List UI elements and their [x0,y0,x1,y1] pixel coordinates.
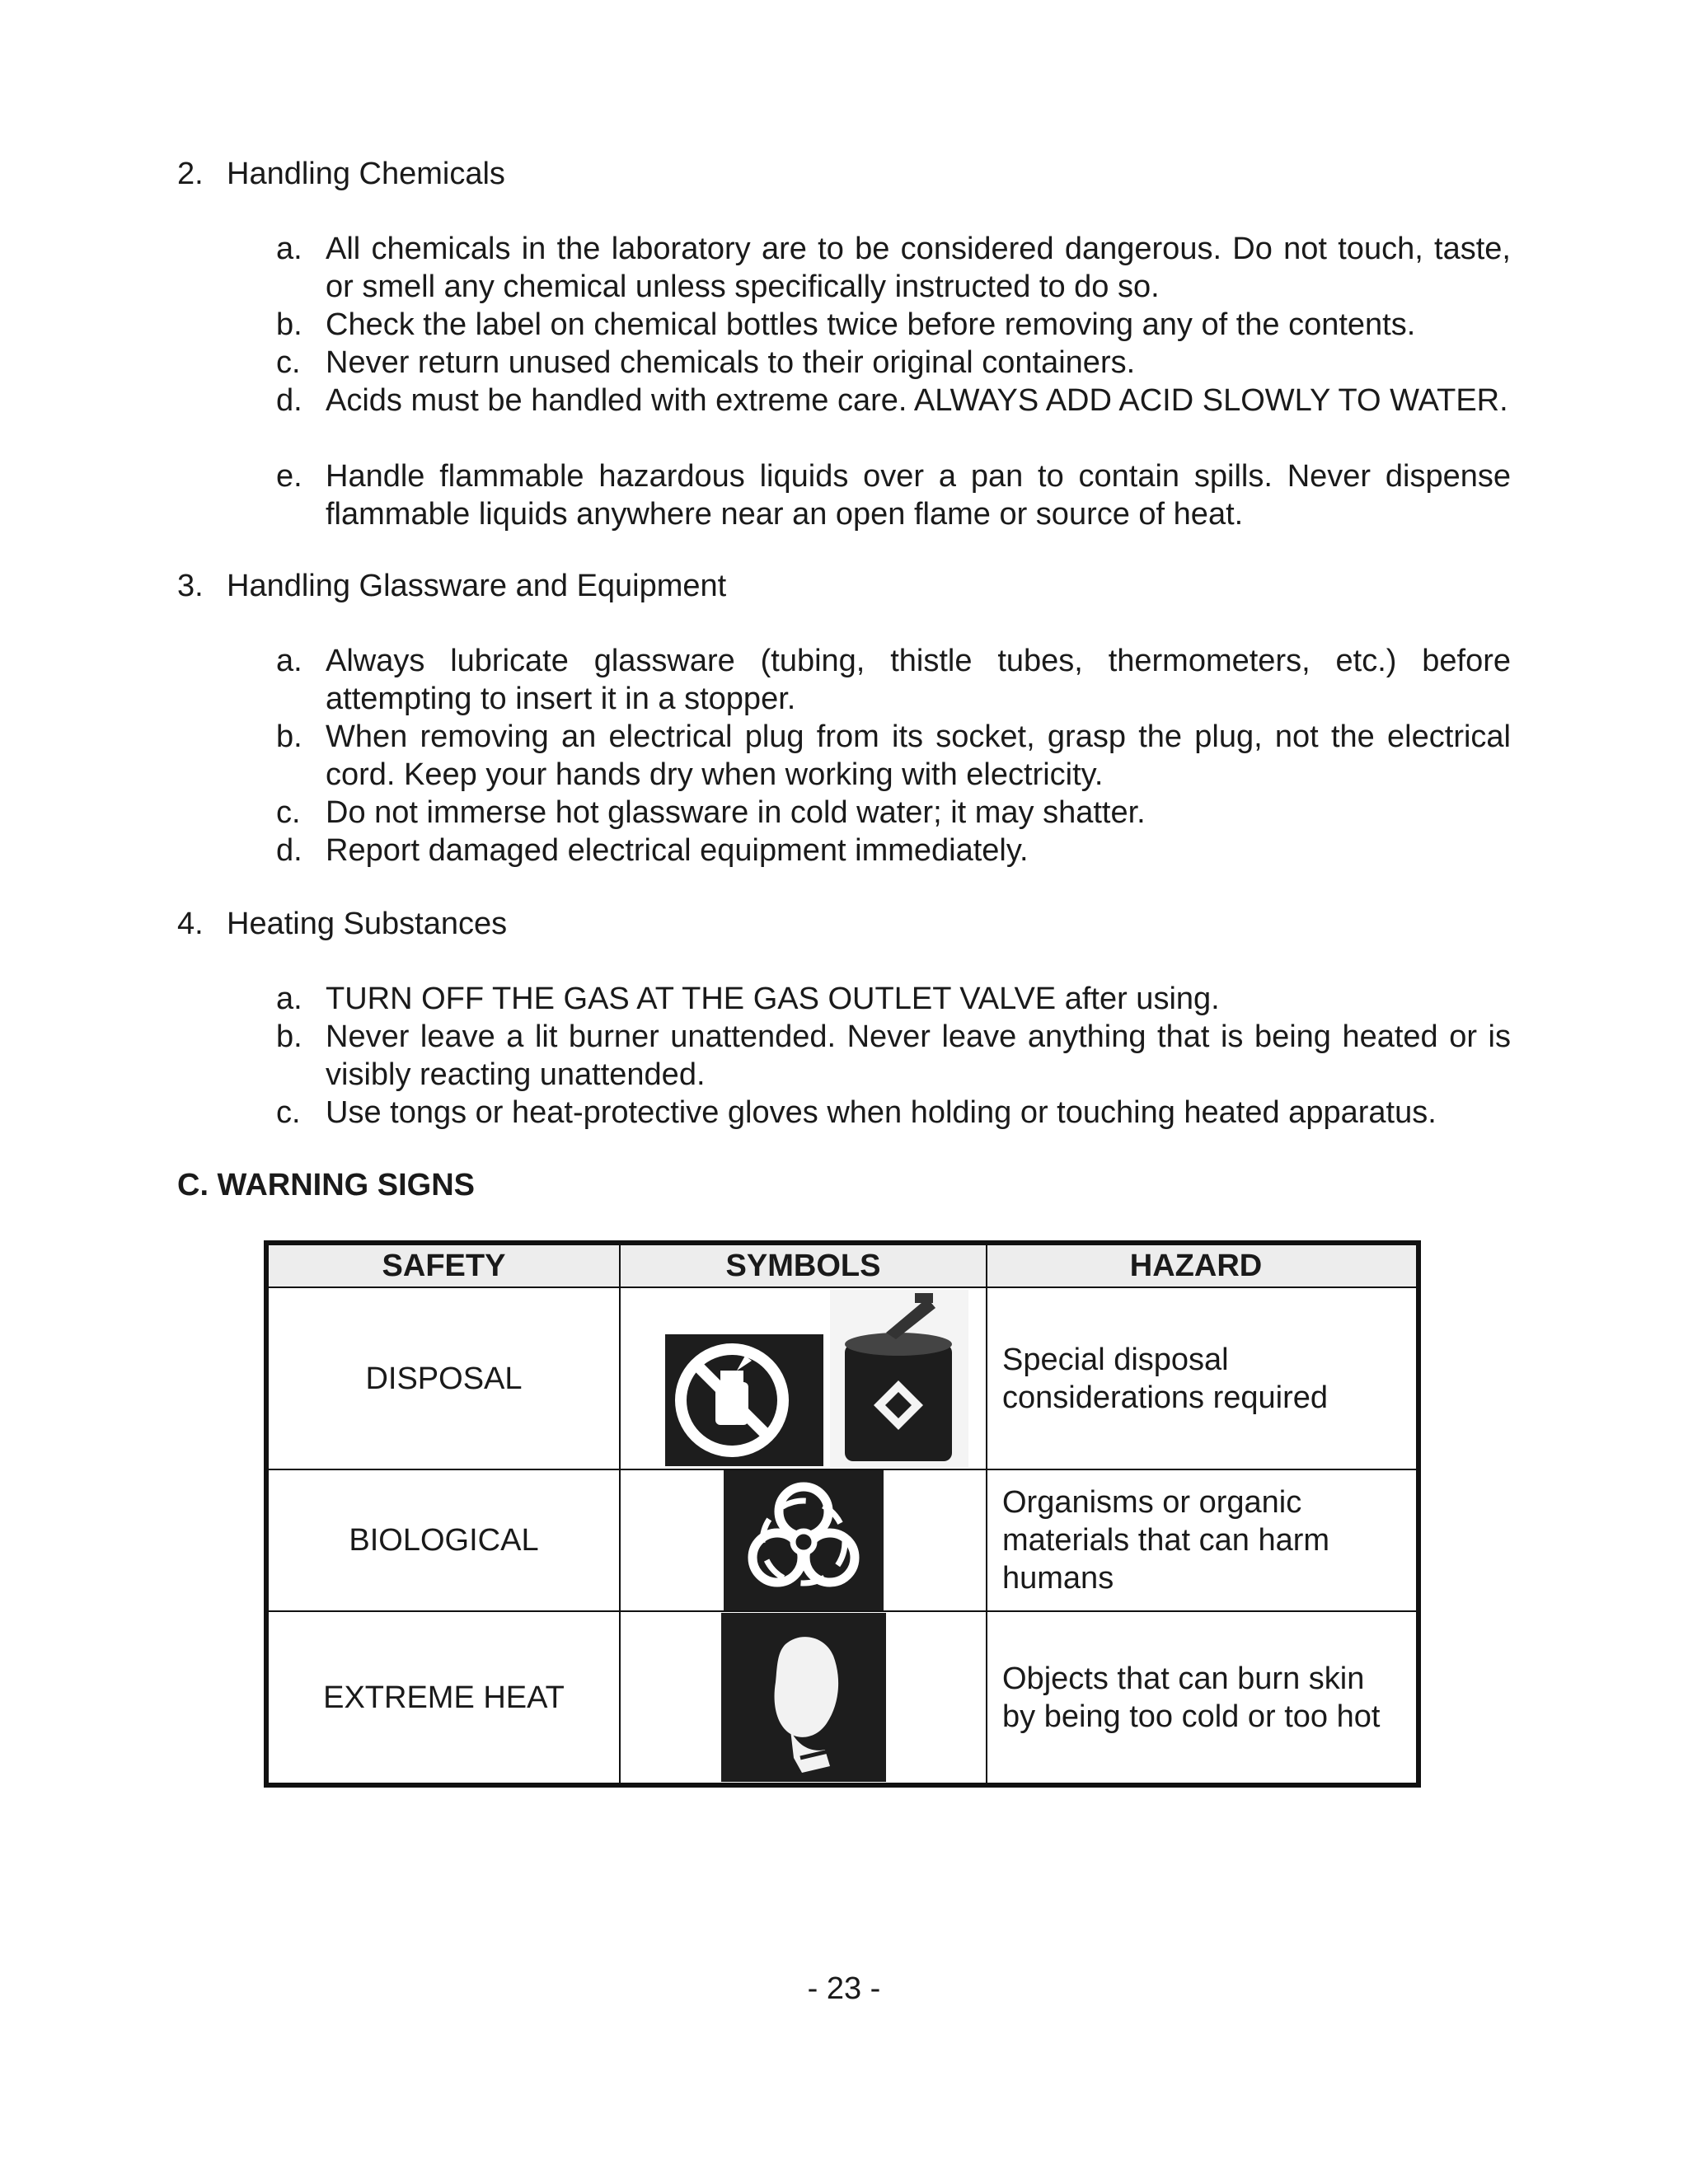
table-row [269,1288,1416,1470]
list-item [276,230,1511,306]
item-letter: a. [276,232,302,266]
safety-cell [269,1612,621,1783]
header-safety: SAFETY [269,1245,621,1286]
item-text: Never return unused chemicals to their original containers. [326,345,1136,380]
item-text: TURN OFF THE GAS AT THE GAS OUTLET VALVE after using. [326,982,1220,1016]
warning-signs-table [264,1240,1421,1788]
safety-label: DISPOSAL [365,1361,523,1396]
page-number: - 23 - [807,1971,881,2006]
item-text: Do not immerse hot glassware in cold water; it may shatter. [326,795,1146,830]
item-letter: b. [276,307,302,342]
disposal-symbols [639,1290,968,1467]
symbols-cell [621,1612,987,1783]
list-item [276,457,1511,533]
item-text: All chemicals in the laboratory are to be considered dangerous. Do not touch, taste, or smell any chemical unless specifically instructed to do so. [326,232,1511,304]
item-letter: c. [276,345,301,380]
item-letter: d. [276,833,302,868]
list-item [276,1094,1511,1132]
item-text: Never leave a lit burner unattended. Never leave anything that is being heated or is visibly reacting unattended. [326,1019,1511,1092]
item-text: When removing an electrical plug from its socket, grasp the plug, not the electrical cord. Keep your hands dry when working with electricity. [326,719,1511,792]
section-heading-2 [177,155,505,193]
item-letter: b. [276,719,302,754]
safety-cell [269,1288,621,1469]
item-text: Handle flammable hazardous liquids over a pan to contain spills. Never dispense flammable liquids anywhere near an open flame or source of heat. [326,459,1511,532]
list-item [276,344,1511,382]
no-disposal-icon [665,1334,823,1466]
biohazard-icon [724,1470,884,1610]
item-text: Check the label on chemical bottles twice before removing any of the contents. [326,307,1416,342]
safety-label: BIOLOGICAL [349,1523,539,1558]
item-letter: c. [276,795,301,830]
item-text: Report damaged electrical equipment immediately. [326,833,1029,868]
list-item [276,980,1511,1018]
section-number: 3. [177,569,204,603]
section-title: Heating Substances [227,907,508,941]
table-row [269,1470,1416,1612]
item-letter: d. [276,383,302,418]
hazard-text: Special disposal considerations required [1002,1342,1329,1415]
safety-label: EXTREME HEAT [323,1680,565,1715]
list-item [276,1018,1511,1094]
section-number: 2. [177,157,204,191]
hazard-text: Objects that can burn skin by being too cold or too hot [1002,1661,1381,1734]
list-item [276,794,1511,832]
safety-cell [269,1470,621,1610]
section-heading-4 [177,905,507,943]
item-letter: c. [276,1095,301,1130]
table-row [269,1612,1416,1783]
item-text: Always lubricate glassware (tubing, thistle tubes, thermometers, etc.) before attempting to insert it in a stopper. [326,644,1511,716]
section-heading-3 [177,567,726,605]
section-title: Handling Chemicals [227,157,505,191]
item-letter: a. [276,982,302,1016]
header-hazard: HAZARD [1129,1248,1263,1283]
list-item [276,306,1511,344]
hazard-cell [987,1612,1416,1783]
hazard-text: Organisms or organic materials that can harm humans [1002,1485,1330,1596]
section-number: 4. [177,907,204,941]
warning-signs-heading: C. WARNING SIGNS [177,1168,476,1202]
item-letter: b. [276,1019,302,1054]
heat-glove-icon [721,1613,886,1782]
table-header-row [269,1245,1416,1288]
item-letter: a. [276,644,302,678]
list-item [276,718,1511,794]
hazard-cell [987,1470,1416,1610]
symbols-cell [621,1470,987,1610]
list-item [276,382,1511,419]
waste-container-icon [830,1290,968,1467]
section-title: Handling Glassware and Equipment [227,569,727,603]
symbols-cell [621,1288,987,1469]
header-symbols: SYMBOLS [621,1245,987,1286]
item-text: Acids must be handled with extreme care. ALWAYS ADD ACID SLOWLY TO WATER. [326,383,1508,418]
list-item [276,832,1511,869]
hazard-cell [987,1288,1416,1469]
item-text: Use tongs or heat-protective gloves when holding or touching heated apparatus. [326,1095,1437,1130]
list-item [276,642,1511,718]
item-letter: e. [276,459,302,494]
